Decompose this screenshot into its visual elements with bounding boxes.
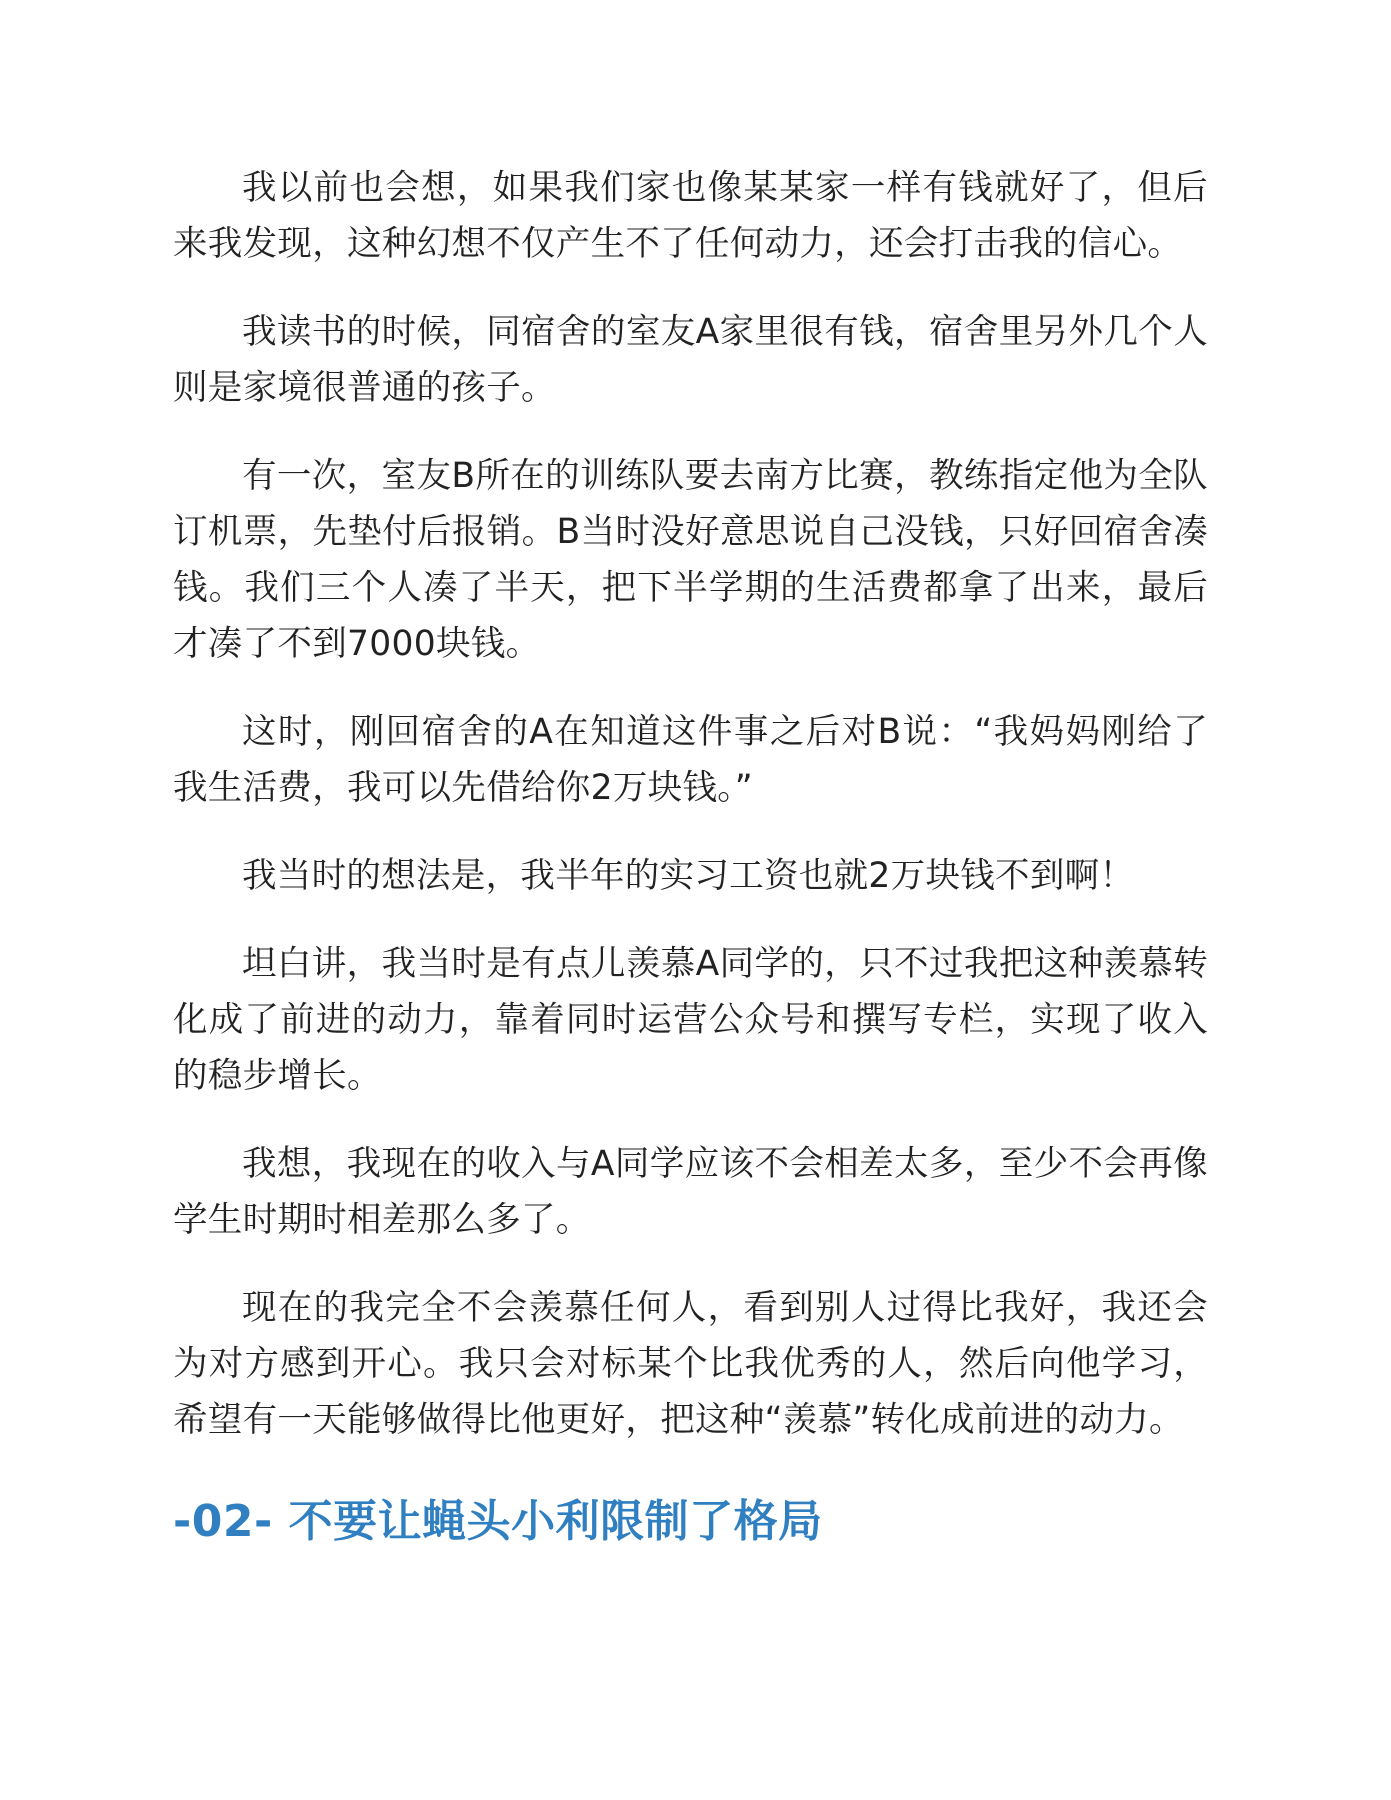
paragraph-6: 坦白讲，我当时是有点儿羡慕A同学的，只不过我把这种羡慕转化成了前进的动力，靠着同时运营公众号和撰写专栏，实现了收入的稳步增长。	[173, 944, 1208, 1096]
paragraph-7: 我想，我现在的收入与A同学应该不会相差太多，至少不会再像学生时期时相差那么多了。	[173, 1144, 1208, 1240]
paragraph-3: 有一次，室友B所在的训练队要去南方比赛，教练指定他为全队订机票，先垫付后报销。B当时没好意思说自己没钱，只好回宿舍凑钱。我们三个人凑了半天，把下半学期的生活费都拿了出来，最后才凑了不到7000块钱。	[173, 456, 1208, 664]
paragraph-5: 我当时的想法是，我半年的实习工资也就2万块钱不到啊！	[242, 856, 1135, 896]
article-body	[173, 160, 1208, 1552]
paragraph-4: 这时，刚回宿舍的A在知道这件事之后对B说：“我妈妈刚给了我生活费，我可以先借给你2万块钱。”	[173, 712, 1208, 808]
paragraph-1: 我以前也会想，如果我们家也像某某家一样有钱就好了，但后来我发现，这种幻想不仅产生不了任何动力，还会打击我的信心。	[173, 168, 1208, 264]
section-heading: -02- 不要让蝇头小利限制了格局	[173, 1496, 823, 1547]
paragraph-8: 现在的我完全不会羡慕任何人，看到别人过得比我好，我还会为对方感到开心。我只会对标某个比我优秀的人，然后向他学习，希望有一天能够做得比他更好，把这种“羡慕”转化成前进的动力。	[173, 1288, 1208, 1440]
paragraph-2: 我读书的时候，同宿舍的室友A家里很有钱，宿舍里另外几个人则是家境很普通的孩子。	[173, 312, 1208, 408]
